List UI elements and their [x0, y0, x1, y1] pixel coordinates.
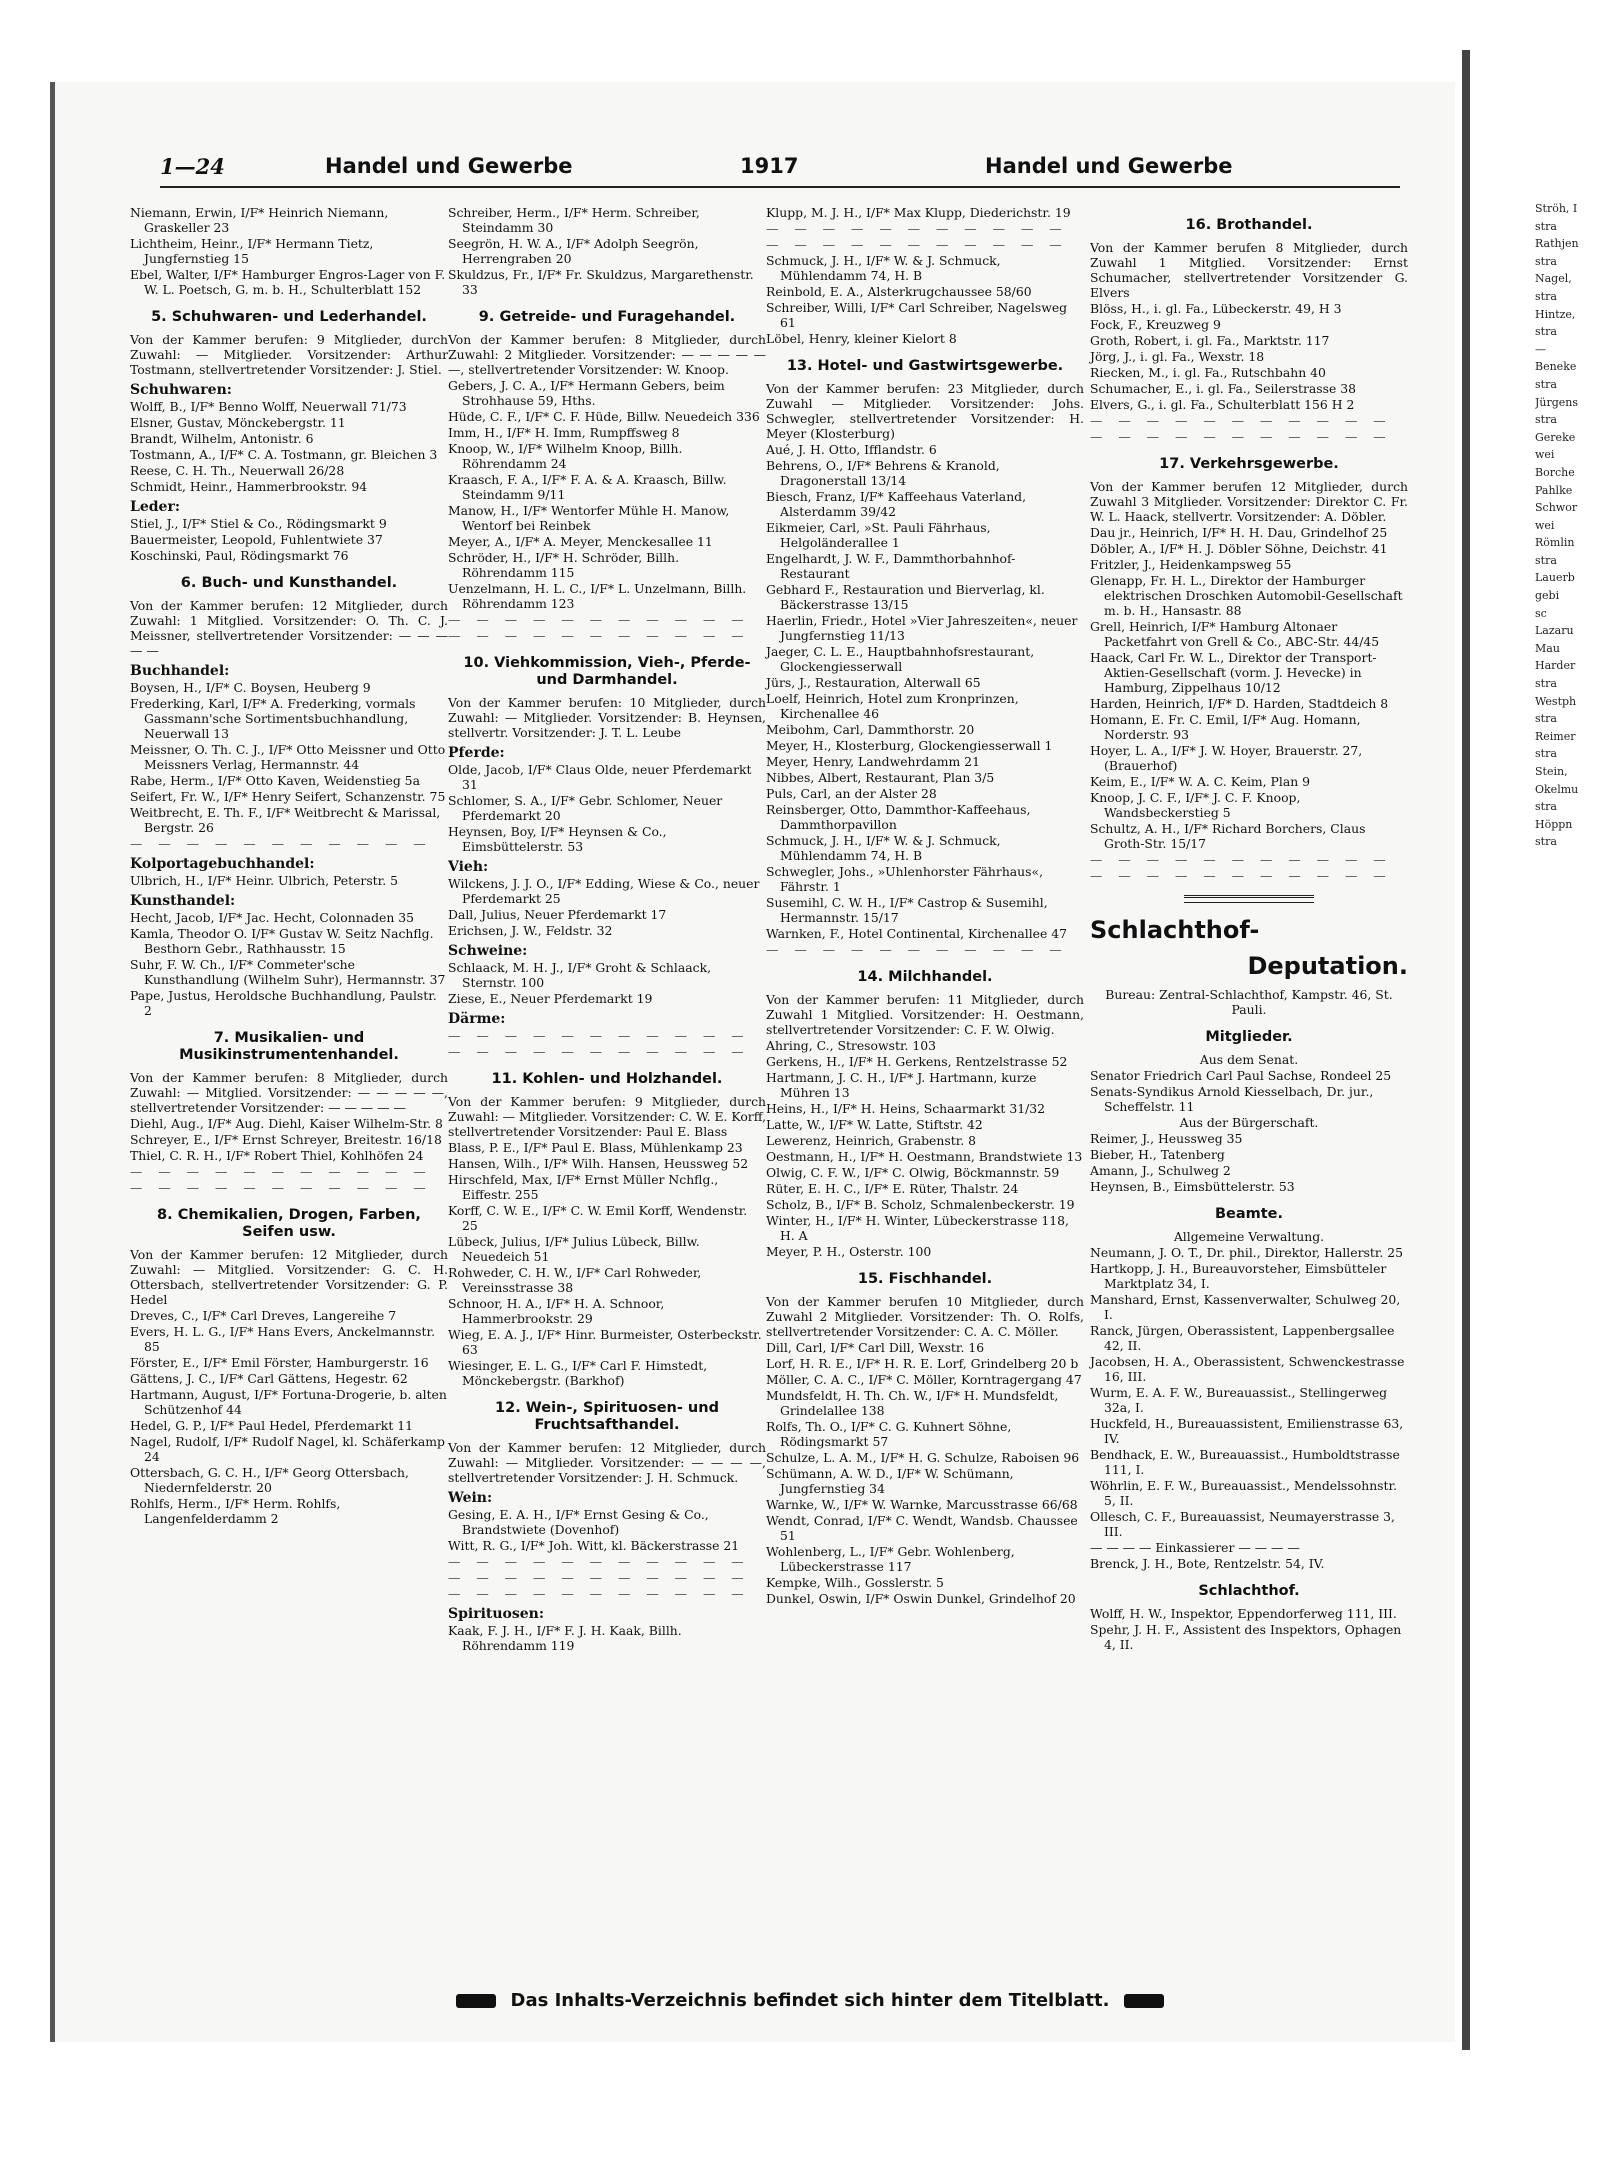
directory-entry: Stiel, J., I/F* Stiel & Co., Rödingsmarkt 9: [130, 516, 387, 531]
directory-entry: Manow, H., I/F* Wentorfer Mühle H. Manow, Wentorf bei Reinbek: [448, 503, 730, 533]
section-heading: 7. Musikalien- und Musikinstrumentenhandel.: [179, 1030, 399, 1063]
directory-entry: Wiesinger, E. L. G., I/F* Carl F. Himstedt, Mönckebergstr. (Barkhof): [448, 1358, 708, 1388]
directory-entry: Latte, W., I/F* W. Latte, Stiftstr. 42: [766, 1117, 983, 1132]
column-2: [448, 205, 766, 1654]
pointing-hand-icon: [456, 1994, 496, 2008]
directory-entry: Bendhack, E. W., Bureauassist., Humboldtstrasse 111, I.: [1090, 1447, 1400, 1477]
directory-entry: Schultz, A. H., I/F* Richard Borchers, Claus Groth-Str. 15/17: [1090, 821, 1366, 851]
directory-entry: Döbler, A., I/F* H. J. Döbler Söhne, Deichstr. 41: [1090, 541, 1388, 556]
directory-entry: Fock, F., Kreuzweg 9: [1090, 317, 1221, 332]
directory-entry: Meyer, A., I/F* A. Meyer, Menckesallee 11: [448, 534, 713, 549]
section-intro: Von der Kammer berufen: 9 Mitglieder, durch Zuwahl: — Mitglieder. Vorsitzender: C. W. E. Korff, stellvertretender Vorsitzender: Paul E. Blass: [448, 1094, 767, 1139]
directory-entry: Groth, Robert, i. gl. Fa., Marktstr. 117: [1090, 333, 1330, 348]
directory-entry: Ollesch, C. F., Bureauassist, Neumayerstrasse 3, III.: [1090, 1509, 1395, 1539]
directory-entry: Blass, P. E., I/F* Paul E. Blass, Mühlenkamp 23: [448, 1140, 743, 1155]
directory-entry: Dunkel, Oswin, I/F* Oswin Dunkel, Grindelhof 20: [766, 1591, 1076, 1606]
directory-entry: Wöhrlin, E. F. W., Bureauassist., Mendelssohnstr. 5, II.: [1090, 1478, 1398, 1508]
directory-entry: Schmuck, J. H., I/F* W. & J. Schmuck, Mühlendamm 74, H. B: [766, 833, 1001, 863]
adjacent-page-fragment: gebi: [1535, 589, 1560, 603]
directory-entry: Ziese, E., Neuer Pferdemarkt 19: [448, 991, 653, 1006]
directory-entry: Lewerenz, Heinrich, Grabenstr. 8: [766, 1133, 977, 1148]
directory-entry: Heynsen, Boy, I/F* Heynsen & Co., Eimsbüttelerstr. 53: [448, 824, 667, 854]
blank-line: — — — — — — — — — — —: [448, 628, 750, 643]
centered-note: Aus der Bürgerschaft.: [1179, 1115, 1319, 1130]
header-left-title: Handel und Gewerbe: [325, 154, 573, 178]
directory-entry: Blöss, H., i. gl. Fa., Lübeckerstr. 49, H 3: [1090, 301, 1342, 316]
subsection-label: Vieh:: [448, 859, 489, 875]
directory-entry: Heins, H., I/F* H. Heins, Schaarmarkt 31/32: [766, 1101, 1046, 1116]
directory-entry: Kamla, Theodor O. I/F* Gustav W. Seitz Nachflg. Besthorn Gebr., Rathhausstr. 15: [130, 926, 434, 956]
directory-entry: Ranck, Jürgen, Oberassistent, Lappenbergsallee 42, II.: [1090, 1323, 1395, 1353]
adjacent-page-fragment: Rathjen: [1535, 237, 1579, 251]
directory-entry: Suhr, F. W. Ch., I/F* Commeter'sche Kunsthandlung (Wilhelm Suhr), Hermannstr. 37: [130, 957, 446, 987]
subsection-label: Schweine:: [448, 943, 528, 959]
column-3: [766, 205, 1084, 1607]
directory-entry: Jaeger, C. L. E., Hauptbahnhofsrestaurant, Glockengiesserwall: [766, 644, 1035, 674]
directory-entry: Boysen, H., I/F* C. Boysen, Heuberg 9: [130, 680, 371, 695]
section-heading: 16. Brothandel.: [1185, 217, 1313, 233]
directory-entry: Oestmann, H., I/F* H. Oestmann, Brandstwiete 13: [766, 1149, 1083, 1164]
directory-entry: Wurm, E. A. F. W., Bureauassist., Stellingerweg 32a, I.: [1090, 1385, 1388, 1415]
adjacent-page-fragment: stra: [1535, 677, 1557, 691]
section-heading: 9. Getreide- und Furagehandel.: [478, 309, 736, 325]
directory-entry: Hartkopp, J. H., Bureauvorsteher, Eimsbütteler Marktplatz 34, I.: [1090, 1261, 1387, 1291]
directory-entry: Diehl, Aug., I/F* Aug. Diehl, Kaiser Wilhelm-Str. 8: [130, 1116, 443, 1131]
directory-entry: Knoop, J. C. F., I/F* J. C. F. Knoop, Wandsbeckerstieg 5: [1090, 790, 1301, 820]
directory-entry: Ebel, Walter, I/F* Hamburger Engros-Lager von F. W. L. Poetsch, G. m. b. H., Schulterblatt 152: [130, 267, 446, 297]
directory-entry: Schumacher, E., i. gl. Fa., Seilerstrasse 38: [1090, 381, 1357, 396]
section-heading: Mitglieder.: [1205, 1029, 1293, 1045]
directory-entry: Lorf, H. R. E., I/F* H. R. E. Lorf, Grindelberg 20 b: [766, 1356, 1079, 1371]
subsection-label: Spirituosen:: [448, 1606, 545, 1622]
directory-entry: Olwig, C. F. W., I/F* C. Olwig, Böckmannstr. 59: [766, 1165, 1060, 1180]
directory-entry: Schreiber, Herm., I/F* Herm. Schreiber, Steindamm 30: [448, 205, 700, 235]
directory-entry: Löbel, Henry, kleiner Kielort 8: [766, 331, 957, 346]
blank-line: — — — — — — — — — — —: [448, 1570, 750, 1585]
directory-entry: Hartmann, J. C. H., I/F* J. Hartmann, kurze Mühren 13: [766, 1070, 1037, 1100]
directory-entry: Biesch, Franz, I/F* Kaffeehaus Vaterland, Alsterdamm 39/42: [766, 489, 1027, 519]
adjacent-page-fragment: Hintze,: [1535, 307, 1576, 321]
adjacent-page-fragment: stra: [1535, 835, 1557, 849]
pointing-hand-icon: [1124, 1994, 1164, 2008]
directory-entry: Meyer, H., Klosterburg, Glockengiesserwall 1: [766, 738, 1053, 753]
directory-entry: Winter, H., I/F* H. Winter, Lübeckerstrasse 118, H. A: [766, 1213, 1069, 1243]
directory-entry: Ottersbach, G. C. H., I/F* Georg Ottersbach, Niedernfelderstr. 20: [130, 1465, 409, 1495]
scan-top-margin: [0, 0, 1600, 70]
deputation-title: Deputation.: [1247, 952, 1408, 980]
directory-entry: Reinsberger, Otto, Dammthor-Kaffeehaus, Dammthorpavillon: [766, 802, 1031, 832]
centered-note: Allgemeine Verwaltung.: [1173, 1229, 1325, 1244]
adjacent-page-fragment: stra: [1535, 800, 1557, 814]
adjacent-page-fragment: Lauerb: [1535, 571, 1575, 585]
adjacent-page-fragment: stra: [1535, 219, 1557, 233]
directory-entry: Knoop, W., I/F* Wilhelm Knoop, Billh. Röhrendamm 24: [448, 441, 683, 471]
section-heading: 8. Chemikalien, Drogen, Farben, Seifen usw.: [157, 1207, 421, 1240]
adjacent-page-fragment: Römlin: [1535, 536, 1575, 550]
directory-entry: Senats-Syndikus Arnold Kiesselbach, Dr. jur., Scheffelstr. 11: [1090, 1084, 1374, 1114]
directory-entry: Riecken, M., i. gl. Fa., Rutschbahn 40: [1090, 365, 1326, 380]
directory-entry: Neumann, J. O. T., Dr. phil., Direktor, Hallerstr. 25: [1090, 1245, 1404, 1260]
section-intro: Von der Kammer berufen: 12 Mitglieder, durch Zuwahl: — Mitglieder. Vorsitzender: — — — —, stellvertretender Vorsitzender: J. H. Schmuck.: [448, 1440, 766, 1485]
adjacent-page-fragment: Mau: [1535, 641, 1560, 655]
adjacent-page-fragment: stra: [1535, 712, 1557, 726]
adjacent-page-fragment: Stein,: [1535, 765, 1568, 778]
directory-entry: Haerlin, Friedr., Hotel »Vier Jahreszeiten«, neuer Jungfernstieg 11/13: [766, 613, 1078, 643]
directory-entry: Mundsfeldt, H. Th. Ch. W., I/F* H. Mundsfeldt, Grindelallee 138: [766, 1388, 1059, 1418]
directory-entry: Jörg, J., i. gl. Fa., Wexstr. 18: [1090, 349, 1265, 364]
directory-entry: Amann, J., Schulweg 2: [1090, 1163, 1231, 1178]
adjacent-page-fragment: Höppn: [1535, 817, 1573, 831]
section-intro: Von der Kammer berufen: 12 Mitglieder, durch Zuwahl: 1 Mitglied. Vorsitzender: O. Th. C. J. Meissner, stellvertretender Vorsitzender: — — — — —: [130, 598, 448, 658]
directory-entry: Nagel, Rudolf, I/F* Rudolf Nagel, kl. Schäferkamp 24: [130, 1434, 445, 1464]
directory-entry: Frederking, Karl, I/F* A. Frederking, vormals Gassmann'sche Sortimentsbuchhandlung, Neuerwall 13: [130, 696, 416, 741]
directory-entry: Kraasch, F. A., I/F* F. A. & A. Kraasch, Billw. Steindamm 9/11: [448, 472, 727, 502]
directory-entry: Meyer, Henry, Landwehrdamm 21: [766, 754, 980, 769]
column-1: [130, 205, 448, 1527]
directory-entry: Dall, Julius, Neuer Pferdemarkt 17: [448, 907, 667, 922]
directory-entry: Dill, Carl, I/F* Carl Dill, Wexstr. 16: [766, 1340, 985, 1355]
centered-note: Aus dem Senat.: [1199, 1052, 1299, 1067]
directory-entry: Schröder, H., I/F* H. Schröder, Billh. Röhrendamm 115: [448, 550, 680, 580]
directory-entry: Fritzler, J., Heidenkampsweg 55: [1090, 557, 1292, 572]
section-intro: Von der Kammer berufen: 9 Mitglieder, durch Zuwahl: — Mitglieder. Vorsitzender: Arthur Tostmann, stellvertretender Vorsitzender: J. Stiel.: [130, 332, 448, 377]
section-heading: 11. Kohlen- und Holzhandel.: [491, 1071, 723, 1087]
blank-line: — — — — — — — — — — —: [766, 237, 1068, 252]
directory-entry: Rolfs, Th. O., I/F* C. G. Kuhnert Söhne, Rödingsmarkt 57: [766, 1419, 1012, 1449]
adjacent-page-fragment: wei: [1535, 448, 1555, 462]
directory-entry: Korff, C. W. E., I/F* C. W. Emil Korff, Wendenstr. 25: [448, 1203, 748, 1233]
adjacent-page-fragment: sc: [1535, 606, 1547, 620]
directory-entry: Kaak, F. J. H., I/F* F. J. H. Kaak, Billh. Röhrendamm 119: [448, 1623, 682, 1653]
adjacent-page-fragment: stra: [1535, 325, 1557, 339]
blank-line: — — — — — — — — — — —: [130, 836, 432, 851]
directory-entry: Scholz, B., I/F* B. Scholz, Schmalenbeckerstr. 19: [766, 1197, 1075, 1212]
directory-entry: Gebhard F., Restauration und Bierverlag, kl. Bäckerstrasse 13/15: [766, 582, 1045, 612]
page-number: 1—24: [160, 154, 225, 179]
subsection-label: Buchhandel:: [130, 663, 230, 679]
directory-entry: Warnken, F., Hotel Continental, Kirchenallee 47: [766, 926, 1068, 941]
directory-entry: Glenapp, Fr. H. L., Direktor der Hamburger elektrischen Droschken Automobil-Gesellschaft m. b. H., Hansastr. 88: [1090, 573, 1403, 618]
directory-entry: Pape, Justus, Heroldsche Buchhandlung, Paulstr. 2: [130, 988, 437, 1018]
column-4: [1090, 205, 1408, 1653]
section-heading: 14. Milchhandel.: [857, 969, 993, 985]
section-heading: 17. Verkehrsgewerbe.: [1159, 456, 1339, 472]
directory-entry: Schreyer, E., I/F* Ernst Schreyer, Breitestr. 16/18: [130, 1132, 442, 1147]
directory-entry: Schmuck, J. H., I/F* W. & J. Schmuck, Mühlendamm 74, H. B: [766, 253, 1001, 283]
directory-entry: Reese, C. H. Th., Neuerwall 26/28: [130, 463, 345, 478]
directory-entry: Manshard, Ernst, Kassenverwalter, Schulweg 20, I.: [1090, 1292, 1401, 1322]
section-rule: [1184, 895, 1314, 903]
adjacent-page-fragment: Ströh, I: [1535, 202, 1578, 215]
directory-entry: Meibohm, Carl, Dammthorstr. 20: [766, 722, 975, 737]
blank-line: — — — — — — — — — — —: [1090, 852, 1392, 867]
directory-entry: Seifert, Fr. W., I/F* Henry Seifert, Schanzenstr. 75: [130, 789, 446, 804]
directory-entry: Grell, Heinrich, I/F* Hamburg Altonaer Packetfahrt von Grell & Co., ABC-Str. 44/45: [1090, 619, 1380, 649]
subsection-label: Kolportagebuchhandel:: [130, 856, 315, 872]
adjacent-page-fragment: Harder: [1535, 659, 1576, 673]
section-intro: Von der Kammer berufen: 23 Mitglieder, durch Zuwahl — Mitglieder. Vorsitzender: Johs. Schwegler, stellvertretender Vorsitzender: H. Meyer (Klosterburg): [766, 381, 1084, 441]
adjacent-page-fragment: wei: [1535, 518, 1555, 532]
adjacent-page-fragment: Nagel,: [1535, 272, 1572, 286]
section-intro: Von der Kammer berufen: 10 Mitglieder, durch Zuwahl: — Mitglieder. Vorsitzender: B. Heynsen, stellvertr. Vorsitzender: J. T. L. Leube: [448, 695, 766, 740]
adjacent-page-fragment: stra: [1535, 289, 1557, 303]
adjacent-page-fragment: Jürgens: [1535, 395, 1579, 409]
directory-entry: Haack, Carl Fr. W. L., Direktor der Transport-Aktien-Gesellschaft (vorm. J. Hevecke) in Hamburg, Zippelhaus 10/12: [1090, 650, 1377, 695]
directory-entry: Wolff, H. W., Inspektor, Eppendorferweg 111, III.: [1090, 1606, 1397, 1621]
adjacent-page-fragment: stra: [1535, 254, 1557, 268]
adjacent-page-fragment: Gereke: [1535, 430, 1576, 444]
directory-entry: Hecht, Jacob, I/F* Jac. Hecht, Colonnaden 35: [130, 910, 415, 925]
section-intro: Von der Kammer berufen: 8 Mitglieder, durch Zuwahl: — Mitglied. Vorsitzender: — — — — —, stellvertretender Vorsitzender: — — — — —: [130, 1070, 448, 1115]
directory-entry: Niemann, Erwin, I/F* Heinrich Niemann, Graskeller 23: [130, 205, 389, 235]
directory-entry: Hoyer, L. A., I/F* J. W. Hoyer, Brauerstr. 27, (Brauerhof): [1090, 743, 1363, 773]
adjacent-page-fragment: Okelmu: [1535, 782, 1579, 796]
directory-entry: Heynsen, B., Eimsbüttelerstr. 53: [1090, 1179, 1295, 1194]
subsection-label: Därme:: [448, 1011, 506, 1027]
directory-entry: Elsner, Gustav, Mönckebergstr. 11: [130, 415, 346, 430]
directory-entry: Keim, E., I/F* W. A. C. Keim, Plan 9: [1090, 774, 1311, 789]
blank-line: — — — — — — — — — — —: [766, 221, 1068, 236]
directory-entry: Reinbold, E. A., Alsterkrugchaussee 58/60: [766, 284, 1032, 299]
directory-entry: Aué, J. H. Otto, Ifflandstr. 6: [766, 442, 937, 457]
subsection-label: Leder:: [130, 499, 180, 515]
section-heading: Schlachthof.: [1198, 1583, 1300, 1599]
blank-line: — — — — — — — — — — —: [766, 942, 1068, 957]
directory-entry: Schümann, A. W. D., I/F* W. Schümann, Jungfernstieg 34: [766, 1466, 1014, 1496]
section-intro: Von der Kammer berufen 10 Mitglieder, durch Zuwahl 2 Mitglieder. Vorsitzender: Th. O. Rolfs, stellvertretender Vorsitzender: C. A. C. Möller.: [766, 1294, 1084, 1339]
directory-entry: Hüde, C. F., I/F* C. F. Hüde, Billw. Neuedeich 336: [448, 409, 760, 424]
directory-entry: Elvers, G., i. gl. Fa., Schulterblatt 156 H 2: [1090, 397, 1355, 412]
directory-entry: Dau jr., Heinrich, I/F* H. H. Dau, Grindelhof 25: [1090, 525, 1388, 540]
directory-entry: Gebers, J. C. A., I/F* Hermann Gebers, beim Strohhause 59, Hths.: [448, 378, 725, 408]
directory-entry: Jürs, J., Restauration, Alterwall 65: [766, 675, 981, 690]
directory-entry: — — — — Einkassierer — — — —: [1090, 1540, 1300, 1555]
adjacent-page-strip: [1535, 200, 1595, 851]
adjacent-page-fragment: stra: [1535, 747, 1557, 761]
section-intro: Von der Kammer berufen: 11 Mitglieder, durch Zuwahl 1 Mitglied. Vorsitzender: H. Oestmann, stellvertretender Vorsitzender: C. F. W. Olwig.: [766, 992, 1084, 1037]
section-heading: Beamte.: [1214, 1206, 1284, 1222]
section-intro: Von der Kammer berufen 12 Mitglieder, durch Zuwahl 3 Mitglieder. Vorsitzender: Direktor C. Fr. W. L. Haack, stellvertr. Vorsitzender: A. Döbler.: [1090, 479, 1408, 524]
footer-text: Das Inhalts-Verzeichnis befindet sich hinter dem Titelblatt.: [510, 1990, 1110, 2011]
adjacent-page-fragment: stra: [1535, 553, 1557, 567]
directory-entry: Hartmann, August, I/F* Fortuna-Drogerie, b. alten Schützenhof 44: [130, 1387, 447, 1417]
directory-entry: Klupp, M. J. H., I/F* Max Klupp, Diederichstr. 19: [766, 205, 1071, 220]
directory-entry: Meyer, P. H., Osterstr. 100: [766, 1244, 932, 1259]
directory-entry: Ulbrich, H., I/F* Heinr. Ulbrich, Peterstr. 5: [130, 873, 398, 888]
directory-entry: Senator Friedrich Carl Paul Sachse, Rondeel 25: [1090, 1068, 1392, 1083]
directory-entry: Wolff, B., I/F* Benno Wolff, Neuerwall 71/73: [130, 399, 407, 414]
directory-entry: Nibbes, Albert, Restaurant, Plan 3/5: [766, 770, 995, 785]
blank-line: — — — — — — — — — — —: [1090, 868, 1392, 883]
blank-line: — — — — — — — — — — —: [130, 1164, 432, 1179]
directory-entry: Schlomer, S. A., I/F* Gebr. Schlomer, Neuer Pferdemarkt 20: [448, 793, 723, 823]
directory-entry: Koschinski, Paul, Rödingsmarkt 76: [130, 548, 349, 563]
page-binding-edge: [1462, 50, 1470, 2050]
directory-entry: Förster, E., I/F* Emil Förster, Hamburgerstr. 16: [130, 1355, 429, 1370]
subsection-label: Schuhwaren:: [130, 382, 232, 398]
footer-note: [360, 1990, 1260, 2011]
directory-entry: Huckfeld, H., Bureauassistent, Emilienstrasse 63, IV.: [1090, 1416, 1404, 1446]
directory-entry: Imm, H., I/F* H. Imm, Rumpffsweg 8: [448, 425, 680, 440]
adjacent-page-fragment: —: [1535, 342, 1546, 356]
section-heading: 10. Viehkommission, Vieh-, Pferde- und Darmhandel.: [463, 655, 751, 688]
directory-entry: Hansen, Wilh., I/F* Wilh. Hansen, Heussweg 52: [448, 1156, 749, 1171]
directory-entry: Reimer, J., Heussweg 35: [1090, 1131, 1243, 1146]
adjacent-page-fragment: Pahlke: [1535, 483, 1573, 497]
directory-entry: Schreiber, Willi, I/F* Carl Schreiber, Nagelsweg 61: [766, 300, 1068, 330]
blank-line: — — — — — — — — — — —: [448, 1554, 750, 1569]
directory-entry: Schwegler, Johs., »Uhlenhorster Fährhaus«, Fährstr. 1: [766, 864, 1044, 894]
directory-entry: Susemihl, C. W. H., I/F* Castrop & Susemihl, Hermannstr. 15/17: [766, 895, 1048, 925]
blank-line: — — — — — — — — — — —: [130, 1180, 432, 1195]
directory-entry: Kempke, Wilh., Gosslerstr. 5: [766, 1575, 944, 1590]
adjacent-page-fragment: Schwor: [1535, 501, 1578, 515]
adjacent-page-fragment: Beneke: [1535, 360, 1577, 374]
directory-entry: Möller, C. A. C., I/F* C. Möller, Korntragergang 47: [766, 1372, 1082, 1387]
adjacent-page-fragment: Borche: [1535, 465, 1575, 479]
centered-note: Bureau: Zentral-Schlachthof, Kampstr. 46, St. Pauli.: [1105, 987, 1393, 1017]
blank-line: — — — — — — — — — — —: [1090, 429, 1392, 444]
directory-entry: Eikmeier, Carl, »St. Pauli Fährhaus, Helgoländerallee 1: [766, 520, 991, 550]
header-year: 1917: [740, 154, 799, 178]
adjacent-page-fragment: Reimer: [1535, 729, 1576, 743]
directory-entry: Harden, Heinrich, I/F* D. Harden, Stadtdeich 8: [1090, 696, 1389, 711]
section-heading: 13. Hotel- und Gastwirtsgewerbe.: [786, 358, 1064, 374]
blank-line: — — — — — — — — — — —: [448, 1044, 750, 1059]
directory-entry: Brenck, J. H., Bote, Rentzelstr. 54, IV.: [1090, 1556, 1325, 1571]
directory-entry: Rüter, E. H. C., I/F* E. Rüter, Thalstr. 24: [766, 1181, 1019, 1196]
header-right-title: Handel und Gewerbe: [985, 154, 1233, 178]
directory-entry: Gerkens, H., I/F* H. Gerkens, Rentzelstrasse 52: [766, 1054, 1068, 1069]
subsection-label: Pferde:: [448, 745, 505, 761]
section-heading: 6. Buch- und Kunsthandel.: [180, 575, 398, 591]
directory-entry: Tostmann, A., I/F* C. A. Tostmann, gr. Bleichen 3: [130, 447, 438, 462]
directory-entry: Warnke, W., I/F* W. Warnke, Marcusstrasse 66/68: [766, 1497, 1078, 1512]
directory-entry: Hirschfeld, Max, I/F* Ernst Müller Nchflg., Eiffestr. 255: [448, 1172, 719, 1202]
adjacent-page-fragment: Westph: [1535, 694, 1577, 708]
directory-entry: Schlaack, M. H. J., I/F* Groht & Schlaack, Sternstr. 100: [448, 960, 712, 990]
blank-line: — — — — — — — — — — —: [448, 612, 750, 627]
page-header: [160, 150, 1400, 188]
directory-entry: Gesing, E. A. H., I/F* Ernst Gesing & Co., Brandstwiete (Dovenhof): [448, 1507, 709, 1537]
blank-line: — — — — — — — — — — —: [448, 1028, 750, 1043]
directory-entry: Lichtheim, Heinr., I/F* Hermann Tietz, Jungfernstieg 15: [130, 236, 374, 266]
directory-entry: Meissner, O. Th. C. J., I/F* Otto Meissner und Otto Meissners Verlag, Hermannstr. 44: [130, 742, 446, 772]
directory-entry: Puls, Carl, an der Alster 28: [766, 786, 937, 801]
section-intro: Von der Kammer berufen 8 Mitglieder, durch Zuwahl 1 Mitglied. Vorsitzender: Ernst Schumacher, stellvertretender Vorsitzender G. Elvers: [1090, 240, 1408, 300]
directory-entry: Rabe, Herm., I/F* Otto Kaven, Weidenstieg 5a: [130, 773, 420, 788]
directory-entry: Wendt, Conrad, I/F* C. Wendt, Wandsb. Chaussee 51: [766, 1513, 1078, 1543]
section-intro: Von der Kammer berufen: 12 Mitglieder, durch Zuwahl: — Mitglied. Vorsitzender: G. C. H. Ottersbach, stellvertretender Vorsitzender: G. P. Hedel: [130, 1247, 448, 1307]
directory-entry: Loelf, Heinrich, Hotel zum Kronprinzen, Kirchenallee 46: [766, 691, 1019, 721]
directory-entry: Schulze, L. A. M., I/F* H. G. Schulze, Raboisen 96: [766, 1450, 1080, 1465]
subsection-label: Wein:: [448, 1490, 493, 1506]
directory-entry: Dreves, C., I/F* Carl Dreves, Langereihe 7: [130, 1308, 397, 1323]
directory-entry: Rohweder, C. H. W., I/F* Carl Rohweder, Vereinsstrasse 38: [448, 1265, 702, 1295]
directory-entry: Uenzelmann, H. L. C., I/F* L. Unzelmann, Billh. Röhrendamm 123: [448, 581, 747, 611]
directory-entry: Weitbrecht, E. Th. F., I/F* Weitbrecht & Marissal, Bergstr. 26: [130, 805, 441, 835]
directory-entry: Skuldzus, Fr., I/F* Fr. Skuldzus, Margarethenstr. 33: [448, 267, 754, 297]
blank-line: — — — — — — — — — — —: [448, 1586, 750, 1601]
section-heading: 15. Fischhandel.: [857, 1271, 993, 1287]
directory-entry: Seegrön, H. W. A., I/F* Adolph Seegrön, Herrengraben 20: [448, 236, 699, 266]
section-intro: Von der Kammer berufen: 8 Mitglieder, durch Zuwahl: 2 Mitglieder. Vorsitzender: — — — — — —, stellvertretender Vorsitzender: W. Knoop.: [448, 332, 766, 377]
directory-entry: Schmidt, Heinr., Hammerbrookstr. 94: [130, 479, 368, 494]
directory-entry: Wilckens, J. J. O., I/F* Edding, Wiese & Co., neuer Pferdemarkt 25: [448, 876, 760, 906]
directory-entry: Bauermeister, Leopold, Fuhlentwiete 37: [130, 532, 383, 547]
subsection-label: Kunsthandel:: [130, 893, 236, 909]
deputation-title: Schlachthof-: [1090, 916, 1260, 944]
adjacent-page-fragment: stra: [1535, 413, 1557, 427]
section-heading: 12. Wein-, Spirituosen- und Fruchtsafthandel.: [495, 1400, 719, 1433]
directory-entry: Jacobsen, H. A., Oberassistent, Schwenckestrasse 16, III.: [1090, 1354, 1405, 1384]
directory-entry: Wieg, E. A. J., I/F* Hinr. Burmeister, Osterbeckstr. 63: [448, 1327, 762, 1357]
adjacent-page-fragment: Lazaru: [1535, 624, 1574, 638]
directory-entry: Wohlenberg, L., I/F* Gebr. Wohlenberg, Lübeckerstrasse 117: [766, 1544, 1015, 1574]
directory-entry: Ahring, C., Stresowstr. 103: [766, 1038, 937, 1053]
directory-entry: Behrens, O., I/F* Behrens & Kranold, Dragonerstall 13/14: [766, 458, 1000, 488]
adjacent-page-fragment: stra: [1535, 377, 1557, 391]
directory-entry: Rohlfs, Herm., I/F* Herm. Rohlfs, Langenfelderdamm 2: [130, 1496, 341, 1526]
section-heading: 5. Schuhwaren- und Lederhandel.: [151, 309, 427, 325]
directory-entry: Thiel, C. R. H., I/F* Robert Thiel, Kohlhöfen 24: [130, 1148, 424, 1163]
directory-entry: Schnoor, H. A., I/F* H. A. Schnoor, Hammerbrookstr. 29: [448, 1296, 665, 1326]
directory-entry: Hedel, G. P., I/F* Paul Hedel, Pferdemarkt 11: [130, 1418, 414, 1433]
directory-entry: Evers, H. L. G., I/F* Hans Evers, Anckelmannstr. 85: [130, 1324, 436, 1354]
blank-line: — — — — — — — — — — —: [1090, 413, 1392, 428]
directory-entry: Spehr, J. H. F., Assistent des Inspektors, Ophagen 4, II.: [1090, 1622, 1402, 1652]
directory-entry: Lübeck, Julius, I/F* Julius Lübeck, Billw. Neuedeich 51: [448, 1234, 700, 1264]
directory-entry: Engelhardt, J. W. F., Dammthorbahnhof-Restaurant: [766, 551, 1016, 581]
directory-entry: Witt, R. G., I/F* Joh. Witt, kl. Bäckerstrasse 21: [448, 1538, 740, 1553]
directory-entry: Olde, Jacob, I/F* Claus Olde, neuer Pferdemarkt 31: [448, 762, 752, 792]
directory-entry: Bieber, H., Tatenberg: [1090, 1147, 1225, 1162]
directory-entry: Gättens, J. C., I/F* Carl Gättens, Hegestr. 62: [130, 1371, 408, 1386]
directory-entry: Homann, E. Fr. C. Emil, I/F* Aug. Homann, Norderstr. 93: [1090, 712, 1361, 742]
directory-entry: Brandt, Wilhelm, Antonistr. 6: [130, 431, 314, 446]
directory-entry: Erichsen, J. W., Feldstr. 32: [448, 923, 613, 938]
